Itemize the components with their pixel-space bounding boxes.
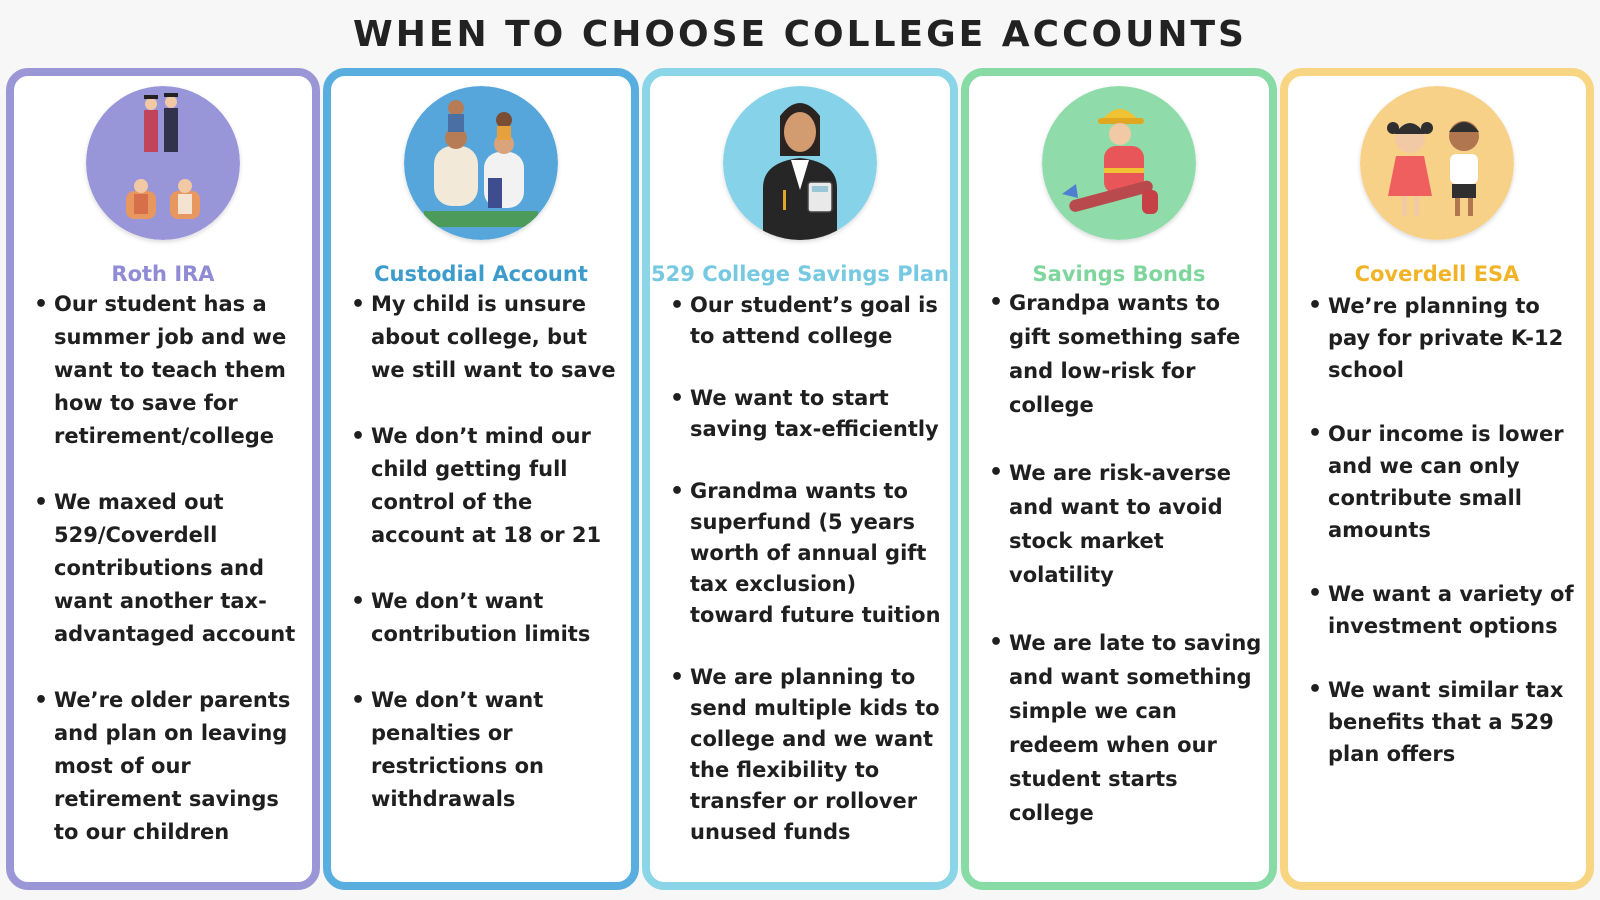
- column-heading: Custodial Account: [374, 262, 588, 286]
- list-item: • We want a variety of investment options: [1328, 578, 1582, 642]
- list-item: • We don’t mind our child getting full control of the account at 18 or 21: [371, 420, 627, 552]
- page-title: WHEN TO CHOOSE COLLEGE ACCOUNTS: [353, 14, 1247, 55]
- list-item: • Grandpa wants to gift something safe and low-risk for college: [1009, 286, 1265, 422]
- bullet-list: [989, 286, 1265, 830]
- list-item: • We’re older parents and plan on leaving most of our retirement savings to our children: [54, 684, 308, 849]
- list-item: • We don’t want contribution limits: [371, 585, 627, 651]
- bullet-list: [1308, 290, 1582, 770]
- list-item: • We are planning to send multiple kids to college and we want the flexibility to transfer or rollover unused funds: [690, 662, 946, 848]
- column-heading: Roth IRA: [111, 262, 215, 286]
- list-item: • Our income is lower and we can only contribute small amounts: [1328, 418, 1582, 546]
- bullet-list: [351, 288, 627, 816]
- list-item: • We’re planning to pay for private K-12 school: [1328, 290, 1582, 386]
- list-item: • We want to start saving tax-efficiently: [690, 383, 946, 445]
- list-item: • Our student’s goal is to attend college: [690, 290, 946, 352]
- businesswoman-calculator-icon: [723, 86, 877, 240]
- bullet-list: [34, 288, 308, 849]
- graduates-and-grandparents-icon: [86, 86, 240, 240]
- family-icon: [404, 86, 558, 240]
- card-coverdell-esa: [1280, 68, 1594, 890]
- card-savings-bonds: [961, 68, 1277, 890]
- card-roth-ira: [6, 68, 320, 890]
- column-heading: Coverdell ESA: [1354, 262, 1520, 286]
- kids-icon: [1360, 86, 1514, 240]
- list-item: • We are late to saving and want something simple we can redeem when our student starts college: [1009, 626, 1265, 830]
- list-item: • We don’t want penalties or restrictions on withdrawals: [371, 684, 627, 816]
- list-item: • Our student has a summer job and we want to teach them how to save for retirement/college: [54, 288, 308, 453]
- list-item: • We are risk-averse and want to avoid stock market volatility: [1009, 456, 1265, 592]
- card-529-plan: [642, 68, 958, 890]
- list-item: • We want similar tax benefits that a 529 plan offers: [1328, 674, 1582, 770]
- list-item: • Grandma wants to superfund (5 years worth of annual gift tax exclusion) toward future tuition: [690, 476, 946, 631]
- card-custodial-account: [323, 68, 639, 890]
- list-item: • My child is unsure about college, but we still want to save: [371, 288, 627, 387]
- column-heading: Savings Bonds: [1032, 262, 1206, 286]
- column-heading: 529 College Savings Plan: [651, 262, 949, 286]
- bullet-list: [670, 290, 946, 848]
- list-item: • We maxed out 529/Coverdell contributions and want another tax-advantaged account: [54, 486, 308, 651]
- firefighter-icon: [1042, 86, 1196, 240]
